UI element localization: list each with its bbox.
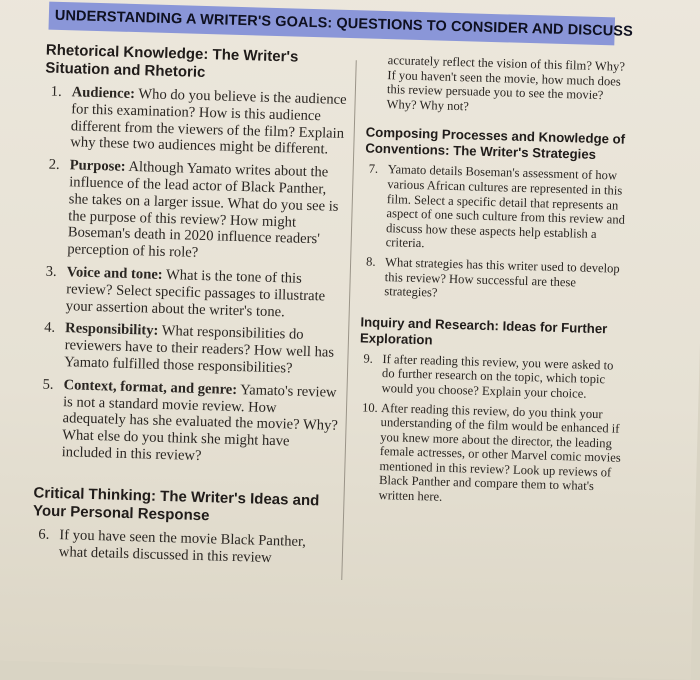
- question-number: 9.: [363, 351, 374, 366]
- question-text: What responsibilities do reviewers have to their readers? How well has Yamato fulfilled those responsibilities?: [63, 323, 335, 377]
- question-number: 10.: [361, 400, 379, 415]
- question-text: If after reading this review, you were asked to do further research on the topic, which topic would you choose? Explain your choice.: [381, 351, 614, 401]
- question-9: [358, 351, 625, 402]
- right-column: [355, 53, 633, 510]
- heading-critical-thinking: Critical Thinking: The Writer's Ideas and Your Personal Response: [32, 484, 320, 525]
- question-text: After reading this review, do you think your understanding of the film would be enhanced if you knew more about the director, the leading female actresses, or other Marvel comic movies mentioned in this review? Look up reviews of Black Panther and compare them to what's written here.: [378, 400, 621, 504]
- question-text: Who do you believe is the audience for this examination? How is this audience different from the viewers of the film? Explain why these two audiences might be different.: [70, 86, 347, 158]
- question-list-inquiry: [355, 351, 625, 509]
- question-text: If you have seen the movie Black Panther, what details discussed in this review: [58, 526, 307, 566]
- question-number: 3.: [45, 263, 57, 280]
- heading-composing-processes: Composing Processes and Knowledge of Conventions: The Writer's Strategies: [365, 124, 626, 163]
- question-4: [37, 320, 342, 379]
- question-number: 8.: [365, 254, 376, 269]
- question-number: 4.: [43, 319, 56, 337]
- question-6: [32, 526, 337, 568]
- question-number: 7.: [368, 161, 379, 177]
- question-2: [40, 157, 347, 266]
- question-lead: Responsibility:: [64, 320, 159, 340]
- question-list-critical: [32, 526, 337, 568]
- question-5: [34, 376, 340, 468]
- question-text: What is the tone of this review? Select specific passages to illustrate your assertion about the writer's tone.: [65, 266, 326, 320]
- question-number: 2.: [48, 156, 60, 174]
- question-1: [43, 84, 349, 160]
- section-banner: UNDERSTANDING A WRITER'S GOALS: QUESTIONS TO CONSIDER AND DISCUSS: [48, 2, 615, 46]
- question-text: Yamato's review is not a standard movie review. How adequately has she evaluated the movie? Why? What else do you think she might have included in this review?: [61, 381, 339, 464]
- question-lead: Voice and tone:: [66, 264, 163, 283]
- question-number: 1.: [50, 83, 62, 100]
- question-list-composing: [361, 162, 631, 306]
- question-6-continuation: accurately reflect the vision of this film? Why? If you haven't seen the movie, how much does this review persuade you to see the movie? Why? Why not?: [386, 53, 626, 114]
- question-text: Although Yamato writes about the influence of the lead actor of Black Panther, she takes on a larger issue. What do you see is the purpose of this review? How might Boseman's death in 2020 influence readers' perception of his role?: [67, 158, 339, 262]
- question-lead: Audience:: [71, 84, 136, 103]
- question-8: [361, 254, 628, 305]
- question-text: What strategies has this writer used to develop this review? How successful are these strategies?: [384, 255, 620, 300]
- question-3: [39, 263, 344, 322]
- heading-rhetorical-knowledge: Rhetorical Knowledge: The Writer's Situation and Rhetoric: [45, 41, 299, 81]
- question-list-rhetorical: [34, 84, 348, 469]
- left-column: [32, 42, 350, 569]
- question-text: Yamato details Boseman's assessment of how various African cultures are represented in this film. Select a specific detail that represents an aspect of one such culture from this review and discuss how these aspects help establish a criteria.: [385, 162, 626, 251]
- question-lead: Context, format, and genre:: [63, 376, 238, 398]
- question-7: [362, 162, 630, 257]
- question-number: 5.: [42, 376, 54, 393]
- heading-inquiry-research: Inquiry and Research: Ideas for Further Exploration: [359, 314, 608, 348]
- question-number: 6.: [38, 526, 50, 543]
- question-10: [355, 400, 624, 510]
- question-lead: Purpose:: [69, 157, 126, 175]
